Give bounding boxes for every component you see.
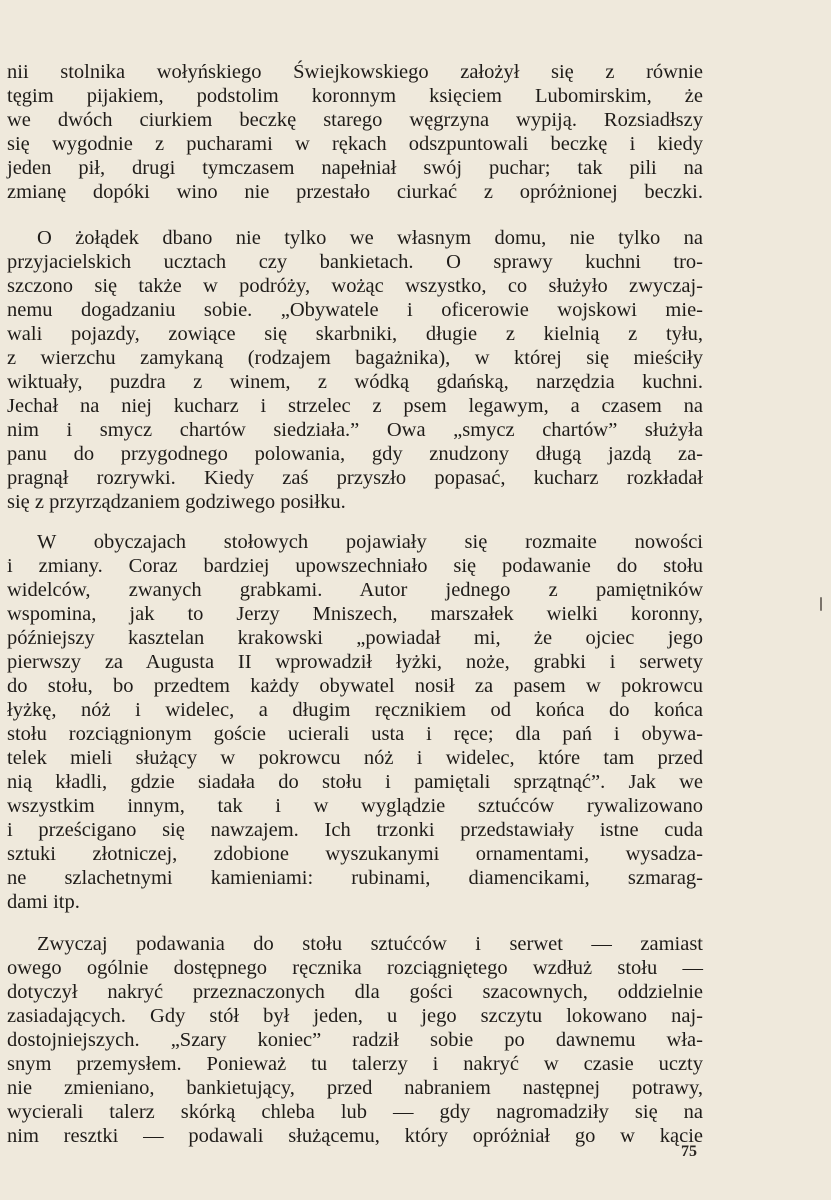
- text-line: owego ogólnie dostępnego ręcznika rozciągniętego wzdłuż stołu —: [7, 957, 703, 979]
- text-line: zmianę dopóki wino nie przestało ciurkać z opróżnionej beczki.: [7, 181, 703, 203]
- text-line: łyżkę, nóż i widelec, a długim ręcznikiem od końca do końca: [7, 699, 703, 721]
- text-line: przyjacielskich ucztach czy bankietach. O sprawy kuchni tro-: [7, 251, 703, 273]
- text-line: do stołu, bo przedtem każdy obywatel nosił za pasem w pokrowcu: [7, 675, 703, 697]
- print-speck: [820, 597, 822, 611]
- text-line: z wierzchu zamykaną (rodzajem bagażnika), w której się mieściły: [7, 347, 703, 369]
- text-line: sztuki złotniczej, zdobione wyszukanymi ornamentami, wysadza-: [7, 843, 703, 865]
- text-line: nemu dogadzaniu sobie. „Obywatele i oficerowie wojskowi mie-: [7, 299, 703, 321]
- text-line: ne szlachetnymi kamieniami: rubinami, diamencikami, szmarag-: [7, 867, 703, 889]
- text-line: Jechał na niej kucharz i strzelec z psem legawym, a czasem na: [7, 395, 703, 417]
- text-line: tęgim pijakiem, podstolim koronnym księciem Lubomirskim, że: [7, 85, 703, 107]
- text-line: i zmiany. Coraz bardziej upowszechniało się podawanie do stołu: [7, 555, 703, 577]
- paragraph-1: [7, 60, 703, 204]
- text-line: pierwszy za Augusta II wprowadził łyżki, noże, grabki i serwety: [7, 651, 703, 673]
- text-line: jeden pił, drugi tymczasem napełniał swój puchar; tak pili na: [7, 157, 703, 179]
- text-line: późniejszy kasztelan krakowski „powiadał mi, że ojciec jego: [7, 627, 703, 649]
- page-number: 75: [681, 1143, 697, 1160]
- text-line: się wygodnie z pucharami w rękach odszpuntowali beczkę i kiedy: [7, 133, 703, 155]
- text-line: telek mieli służący w pokrowcu nóż i widelec, które tam przed: [7, 747, 703, 769]
- text-line: nie zmieniano, bankietujący, przed nabraniem następnej potrawy,: [7, 1077, 703, 1099]
- text-line: widelców, zwanych grabkami. Autor jednego z pamiętników: [7, 579, 703, 601]
- text-line: nią kładli, gdzie siadała do stołu i pamiętali sprzątnąć”. Jak we: [7, 771, 703, 793]
- text-line: wszystkim innym, tak i w wyglądzie sztućców rywalizowano: [7, 795, 703, 817]
- text-line: panu do przygodnego polowania, gdy znudzony długą jazdą za-: [7, 443, 703, 465]
- text-line: snym przemysłem. Ponieważ tu talerzy i nakryć w czasie uczty: [7, 1053, 703, 1075]
- text-line: nim i smycz chartów siedziała.” Owa „smycz chartów” służyła: [7, 419, 703, 441]
- text-line: i prześcigano się nawzajem. Ich trzonki przedstawiały istne cuda: [7, 819, 703, 841]
- text-line: nii stolnika wołyńskiego Świejkowskiego założył się z równie: [7, 61, 703, 83]
- text-line: wiktuały, puzdra z winem, z wódką gdańską, narzędzia kuchni.: [7, 371, 703, 393]
- text-line: nim resztki — podawali służącemu, który opróżniał go w kącie: [7, 1125, 703, 1147]
- text-line: dami itp.: [7, 891, 80, 913]
- text-line: dotyczył nakryć przeznaczonych dla gości szacownych, oddzielnie: [7, 981, 703, 1003]
- text-line: dostojniejszych. „Szary koniec” radził sobie po dawnemu wła-: [7, 1029, 703, 1051]
- text-line: się z przyrządzaniem godziwego posiłku.: [7, 491, 346, 513]
- text-line: zasiadających. Gdy stół był jeden, u jego szczytu lokowano naj-: [7, 1005, 703, 1027]
- text-line: szczono się także w podróży, wożąc wszystko, co służyło zwyczaj-: [7, 275, 703, 297]
- text-line: W obyczajach stołowych pojawiały się rozmaite nowości: [37, 531, 703, 553]
- text-line: Zwyczaj podawania do stołu sztućców i serwet — zamiast: [37, 933, 703, 955]
- paragraph-2: [7, 226, 703, 514]
- text-line: O żołądek dbano nie tylko we własnym domu, nie tylko na: [37, 227, 703, 249]
- text-line: wspomina, jak to Jerzy Mniszech, marszałek wielki koronny,: [7, 603, 703, 625]
- text-line: wali pojazdy, zowiące się skarbniki, długie z kielnią z tyłu,: [7, 323, 703, 345]
- text-line: stołu rozciągnionym goście ucierali usta i ręce; dla pań i obywa-: [7, 723, 703, 745]
- paragraph-4: [7, 932, 703, 1148]
- text-line: pragnął rozrywki. Kiedy zaś przyszło popasać, kucharz rozkładał: [7, 467, 703, 489]
- text-line: we dwóch ciurkiem beczkę starego węgrzyna wypiją. Rozsiadłszy: [7, 109, 703, 131]
- text-line: wycierali talerz skórką chleba lub — gdy nagromadziły się na: [7, 1101, 703, 1123]
- paragraph-3: [7, 530, 703, 914]
